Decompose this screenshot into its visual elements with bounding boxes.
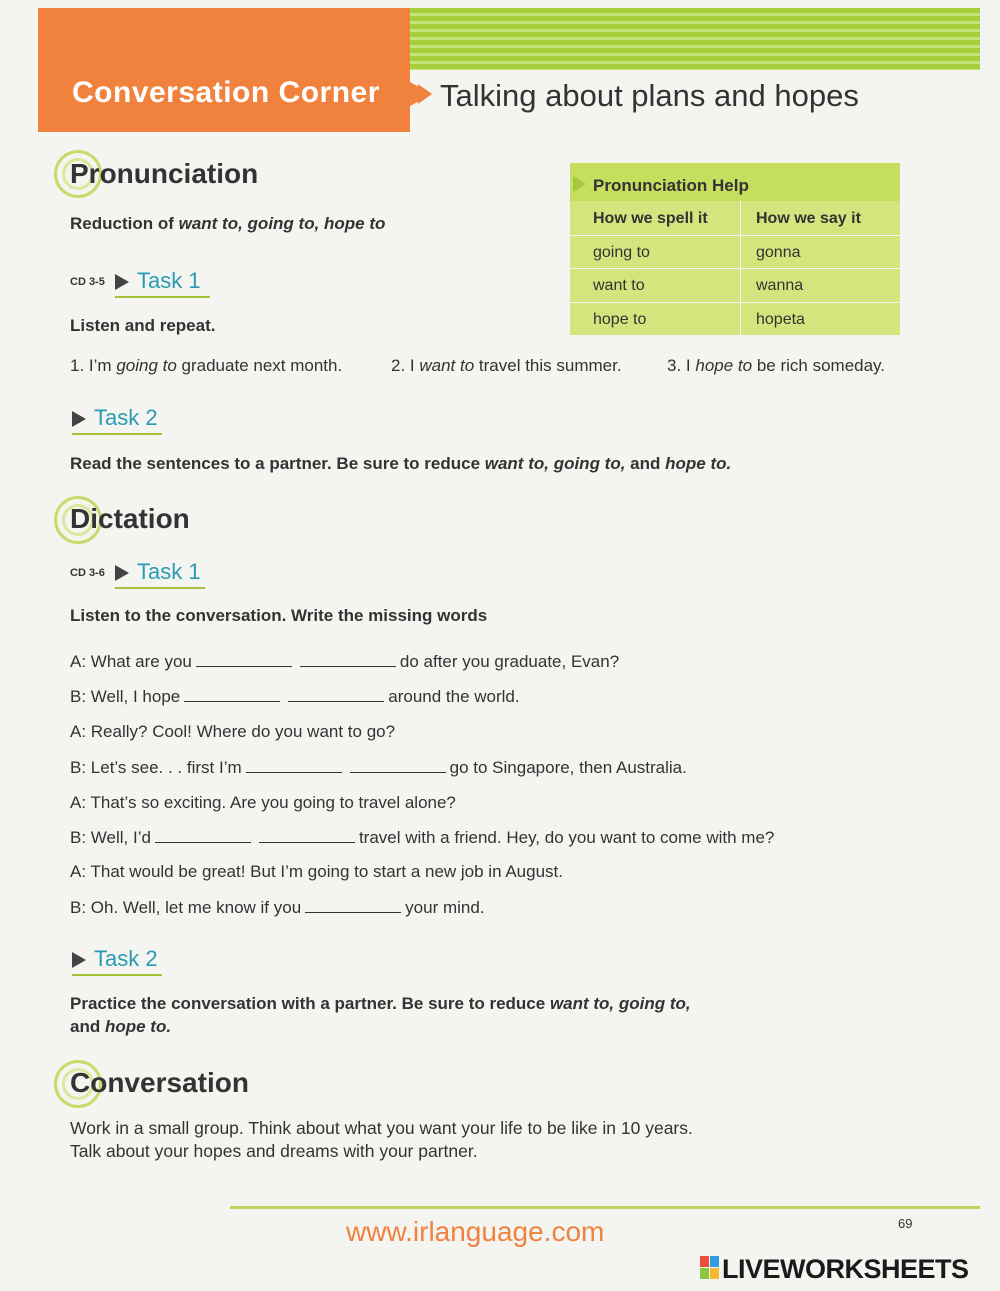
dictation-line [70,862,563,882]
reduction-prefix: Reduction of [70,214,179,233]
conversation-line-2: Talk about your hopes and dreams with your partner. [70,1141,478,1161]
dict-task1-instruction: Listen to the conversation. Write the missing words [70,606,488,625]
help-say-2: hopeta [756,311,805,328]
dictation-line-text: do after you graduate, Evan? [399,652,620,671]
pron-task1-label: Task 1 [137,268,201,293]
cd-label: CD 3-6 [70,567,105,579]
answer-blank[interactable] [350,758,446,773]
footer-divider [230,1206,980,1209]
help-spell-1: want to [593,277,645,294]
help-say-1: wanna [756,277,804,294]
answer-blank[interactable] [246,758,342,773]
pron-item-2: 2. I want to travel this summer. [391,356,622,375]
dictation-line-text: B: Well, I’d [70,828,151,847]
task-underline [115,587,205,589]
answer-blank[interactable] [155,828,251,843]
dictation-line [70,687,520,707]
pronunciation-heading: Pronunciation [70,158,259,189]
help-divider [570,268,900,269]
help-col-spell: How we spell it [593,210,708,227]
help-say-0: gonna [756,244,801,261]
task-arrow-icon [72,411,86,427]
dictation-line [70,652,619,672]
task-underline [115,296,210,298]
task-arrow-icon [72,952,86,968]
dictation-line-text: A: Really? Cool! Where do you want to go? [70,722,396,741]
help-column-divider [740,201,741,335]
help-spell-0: going to [593,244,650,261]
task-underline [72,974,162,976]
help-divider [570,235,900,236]
dictation-line-text: A: That’s so exciting. Are you going to travel alone? [70,793,456,812]
dictation-heading: Dictation [70,503,190,534]
pron-task2-instruction: Read the sentences to a partner. Be sure to reduce want to, going to, and hope to. [70,454,732,473]
dictation-line-text: A: That would be great! But I’m going to start a new job in August. [70,862,563,881]
dictation-line [70,722,395,742]
header-green-bar [410,8,980,70]
dictation-line [70,793,456,813]
dictation-line [70,758,687,778]
conversation-heading: Conversation [70,1067,249,1098]
cd-label: CD 3-5 [70,276,105,288]
pron-task1-instruction: Listen and repeat. [70,316,216,335]
answer-blank[interactable] [288,687,384,702]
dictation-line-text: around the world. [388,687,520,706]
dictation-line-text: travel with a friend. Hey, do you want to come with me? [358,828,775,847]
pronunciation-help-title: Pronunciation Help [593,176,749,195]
page-number: 69 [898,1216,913,1231]
dictation-line-text: your mind. [405,898,485,917]
reduction-text [70,214,385,234]
header-arrow-icon [418,84,432,104]
dictation-line-text: B: Oh. Well, let me know if you [70,898,302,917]
header-orange-bar [38,8,410,132]
dict-task2-instruction-1: Practice the conversation with a partner. Be sure to reduce want to, going to, [70,994,691,1013]
liveworksheets-logo-icon [700,1256,720,1280]
dictation-line [70,898,485,918]
pron-task2-label: Task 2 [94,405,158,430]
pron-item-3: 3. I hope to be rich someday. [667,356,886,375]
answer-blank[interactable] [259,828,355,843]
task-underline [72,433,162,435]
dict-task2-label: Task 2 [94,946,158,971]
dictation-line-text: B: Let’s see. . . first I’m [70,758,242,777]
header-subtitle: Talking about plans and hopes [440,78,859,113]
help-arrow-icon [573,176,586,192]
help-col-say: How we say it [756,210,861,227]
dictation-line-text: go to Singapore, then Australia. [449,758,687,777]
dict-task1-label: Task 1 [137,559,201,584]
task-arrow-icon [115,565,129,581]
dictation-line [70,828,774,848]
answer-blank[interactable] [300,652,396,667]
answer-blank[interactable] [305,898,401,913]
conversation-line-1: Work in a small group. Think about what you want your life to be like in 10 years. [70,1118,693,1138]
help-divider [570,302,900,303]
task-arrow-icon [115,274,129,290]
dictation-line-text: B: Well, I hope [70,687,181,706]
liveworksheets-brand[interactable]: LIVEWORKSHEETS [722,1254,969,1284]
footer-url[interactable]: www.irlanguage.com [346,1216,605,1247]
pron-item-1: 1. I’m going to graduate next month. [70,356,343,375]
answer-blank[interactable] [196,652,292,667]
reduction-words: want to, going to, hope to [178,214,386,233]
header-title: Conversation Corner [72,76,380,109]
help-spell-2: hope to [593,311,647,328]
dictation-line-text: A: What are you [70,652,192,671]
dict-task2-instruction-2: and hope to. [70,1017,172,1036]
answer-blank[interactable] [184,687,280,702]
